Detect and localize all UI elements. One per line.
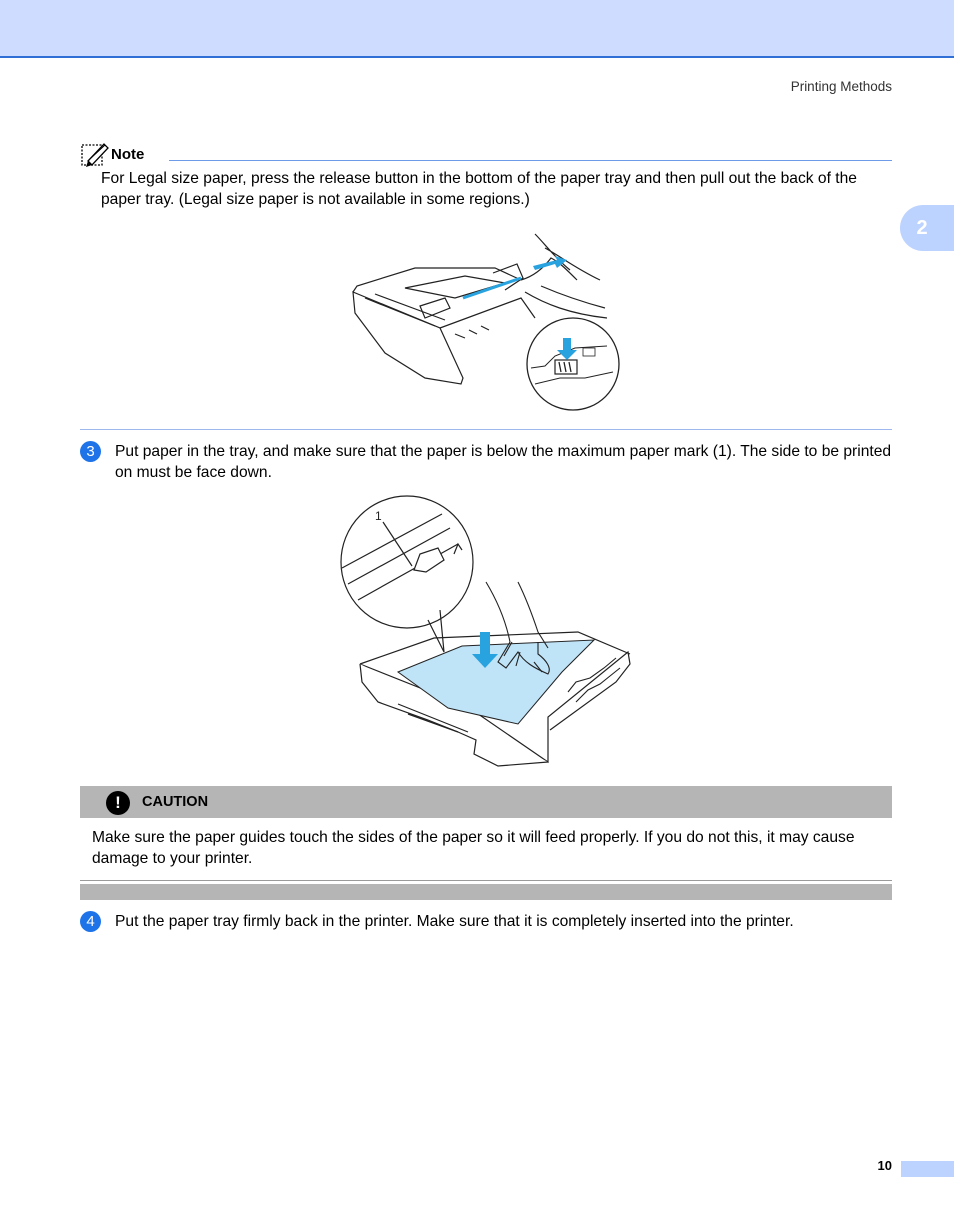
note-title: Note [111,146,145,163]
paper-tray-illustration [338,492,634,774]
note-divider [169,160,892,161]
caution-end-bar [80,884,892,900]
step-4-marker: 4 [80,911,101,932]
note-end-divider [80,429,892,430]
caution-title: CAUTION [142,794,209,810]
header-band [0,0,954,58]
page-tab [901,1161,954,1177]
chapter-tab[interactable]: 2 [900,205,954,251]
caution-header [80,786,892,818]
note-pencil-icon [80,141,110,167]
step-4-text: Put the paper tray firmly back in the printer. Make sure that it is completely inserted into the printer. [115,913,794,930]
caution-text: Make sure the paper guides touch the sides of the paper so it will feed properly. If you do not this, it may cause damage to your printer. [92,829,855,867]
step-3-marker: 3 [80,441,101,462]
legal-tray-illustration [345,228,625,414]
note-header [80,141,892,165]
step-3-text: Put paper in the tray, and make sure that the paper is below the maximum paper mark (1). The side to be printed on must be face down. [115,443,892,481]
exclamation-icon: ! [106,791,130,815]
page-number: 10 [877,1158,892,1173]
max-paper-mark-label: 1 [375,509,382,523]
note-text: For Legal size paper, press the release button in the bottom of the paper tray and then pull out the back of the paper tray. (Legal size paper is not available in some regions.) [101,170,857,208]
caution-end-line [80,880,892,881]
section-label: Printing Methods [790,79,892,94]
